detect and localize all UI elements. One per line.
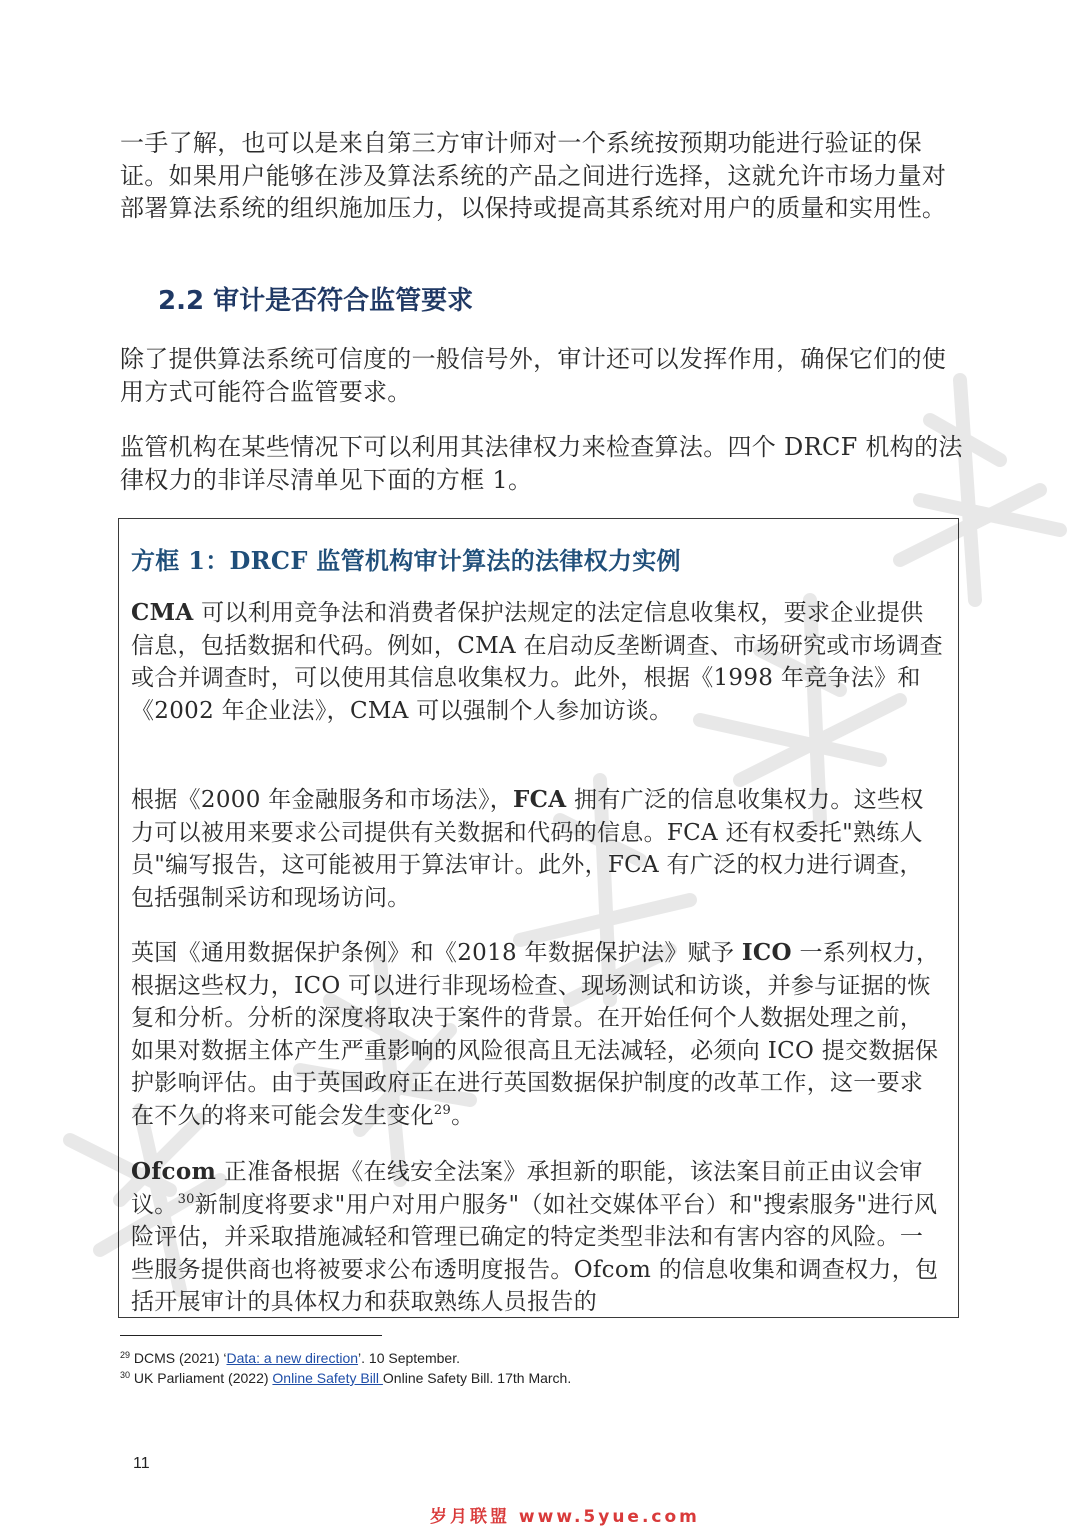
footnote-number: 30 <box>120 1370 131 1380</box>
footnote-divider <box>120 1335 382 1336</box>
footnote-text: DCMS (2021) ‘ <box>133 1350 227 1366</box>
page-number: 11 <box>133 1455 150 1472</box>
ico-end: 。 <box>451 1102 475 1129</box>
fca-paragraph <box>131 784 943 914</box>
cma-paragraph <box>131 597 943 727</box>
footnote-30 <box>120 1370 571 1386</box>
cma-text: 可以利用竞争法和消费者保护法规定的法定信息收集权，要求企业提供信息，包括数据和代码。例如，CMA 在启动反垄断调查、市场研究或市场调查或合并调查时，可以使用其信息收集权力。此外，根据《1998 年竞争法》和《2002 年企业法》，CMA 可以强制个人参加访谈。 <box>131 600 943 724</box>
footnote-link-online-safety-bill[interactable]: Online Safety Bill <box>272 1370 383 1386</box>
fca-lead: FCA <box>513 786 567 813</box>
body-paragraph: 除了提供算法系统可信度的一般信号外，审计还可以发挥作用，确保它们的使用方式可能符合监管要求。 <box>120 345 947 406</box>
section-heading: 2.2 审计是否符合监管要求 <box>158 286 474 316</box>
footnote-ref-30[interactable]: 30 <box>177 1191 195 1207</box>
ico-before: 英国《通用数据保护条例》和《2018 年数据保护法》赋予 <box>131 940 742 966</box>
intro-paragraph: 一手了解，也可以是来自第三方审计师对一个系统按预期功能进行验证的保证。如果用户能够在涉及算法系统的产品之间进行选择，这就允许市场力量对部署算法系统的组织施加压力，以保持或提高其系统对用户的质量和实用性。 <box>120 129 947 222</box>
ofcom-lead: Ofcom <box>131 1158 217 1185</box>
fca-before: 根据《2000 年金融服务和市场法》， <box>131 787 514 813</box>
footnote-text: ’. 10 September. <box>358 1350 460 1366</box>
ofcom-text-2: 新制度将要求"用户对用户服务"（如社交媒体平台）和"搜索服务"进行风险评估，并采取措施减轻和管理已确定的特定类型非法和有害内容的风险。一些服务提供商也将被要求公布透明度报告。Ofcom 的信息收集和调查权力，包括开展审计的具体权力和获取熟练人员报告的 <box>131 1191 939 1315</box>
footer-watermark: 岁月联盟 www.5yue.com <box>430 1507 700 1527</box>
fca-text: 拥有广泛的信息收集权力。这些权力可以被用来要求公司提供有关数据和代码的信息。FCA 还有权委托"熟练人员"编写报告，这可能被用于算法审计。此外，FCA 有广泛的权力进行调查，包括强制采访和现场访问。 <box>131 787 924 911</box>
legal-powers-box <box>118 518 959 1318</box>
footnote-text: UK Parliament (2022) <box>133 1370 273 1386</box>
ofcom-paragraph <box>131 1156 943 1318</box>
ico-lead: ICO <box>741 939 792 966</box>
box-title: 方框 1：DRCF 监管机构审计算法的法律权力实例 <box>131 546 681 575</box>
ofcom-text: 正准备根据《在线安全法案》承担新的职能，该法案目前正由议会审议。 <box>131 1159 923 1218</box>
cma-lead: CMA <box>131 599 194 626</box>
footnote-ref-29[interactable]: 29 <box>433 1102 452 1118</box>
ico-paragraph <box>131 937 943 1132</box>
footnote-29 <box>120 1350 460 1366</box>
footnote-text: Online Safety Bill. 17th March. <box>382 1370 572 1386</box>
body-paragraph: 监管机构在某些情况下可以利用其法律权力来检查算法。四个 DRCF 机构的法律权力的非详尽清单见下面的方框 1。 <box>120 433 963 494</box>
footnote-number: 29 <box>120 1350 131 1360</box>
ico-text: 一系列权力，根据这些权力，ICO 可以进行非现场检查、现场测试和访谈，并参与证据的恢复和分析。分析的深度将取决于案件的背景。在开始任何个人数据处理之前，如果对数据主体产生严重影响的风险很高且无法减轻，必须向 ICO 提交数据保护影响评估。由于英国政府正在进行英国数据保护制度的改革工作，这一要求在不久的将来可能会发生变化 <box>131 940 940 1129</box>
footnote-link-data-new-direction[interactable]: Data: a new direction <box>226 1350 359 1366</box>
